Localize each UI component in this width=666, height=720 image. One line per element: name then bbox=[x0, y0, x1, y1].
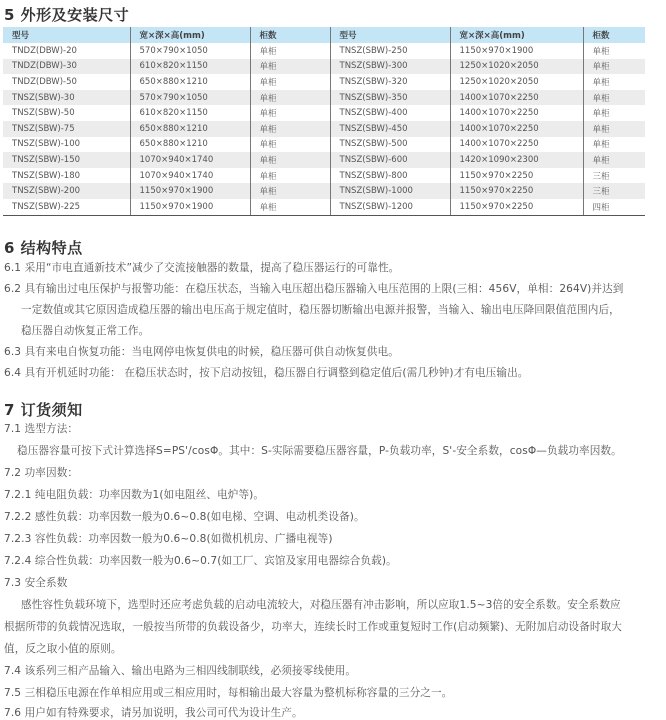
cell-cabinets-2: 单柜 bbox=[583, 90, 645, 106]
table-row bbox=[3, 137, 645, 153]
order-7-1-formula: 稳压器容量可按下式计算选择S=PS'/cosΦ。其中：S-实际需要稳压器容量，P-负载功率，S'-安全系数，cosΦ—负载功率因数。 bbox=[17, 445, 622, 457]
table-row bbox=[3, 90, 645, 106]
cell-dimensions-2: 1150×970×2250 bbox=[450, 168, 583, 184]
cell-model: TNSZ(SBW)-225 bbox=[3, 199, 130, 215]
cell-cabinets: 单柜 bbox=[250, 168, 330, 184]
order-7-2: 7.2 功率因数： bbox=[4, 467, 79, 479]
cell-cabinets: 单柜 bbox=[250, 152, 330, 168]
cell-model-2: TNSZ(SBW)-400 bbox=[330, 105, 450, 121]
order-7-2-4: 7.2.4 综合性负载：功率因数一般为0.6~0.7(如工厂、宾馆及家用电器综合负载)。 bbox=[4, 555, 397, 567]
cell-cabinets: 单柜 bbox=[250, 74, 330, 90]
col-header-cabinets-2: 柜数 bbox=[583, 27, 645, 43]
cell-dimensions: 650×880×1210 bbox=[130, 137, 250, 153]
table-row bbox=[3, 74, 645, 90]
dimensions-table bbox=[3, 27, 645, 216]
col-header-model: 型号 bbox=[3, 27, 130, 43]
cell-model: TNSZ(SBW)-200 bbox=[3, 183, 130, 199]
cell-dimensions: 610×820×1150 bbox=[130, 59, 250, 75]
cell-model: TNDZ(DBW)-50 bbox=[12, 76, 77, 87]
cell-dimensions: 1150×970×1900 bbox=[130, 183, 250, 199]
cell-model-2: TNSZ(SBW)-800 bbox=[330, 168, 450, 184]
cell-model-2: TNSZ(SBW)-300 bbox=[330, 59, 450, 75]
cell-dimensions: 1150×970×1900 bbox=[130, 199, 250, 215]
cell-model-2: TNSZ(SBW)-450 bbox=[330, 121, 450, 137]
cell-dimensions-2: 1400×1070×2250 bbox=[450, 90, 583, 106]
table-header-row bbox=[3, 27, 645, 43]
order-7-3-text-2: 根据所带的负载情况选取，一般按当所带的负载设备少，功率大，连续长时工作或重复短时工作(启动频繁)、无附加启动设备时取大 bbox=[4, 621, 623, 633]
cell-cabinets-2: 单柜 bbox=[583, 137, 645, 153]
cell-dimensions-2: 1150×970×2250 bbox=[450, 183, 583, 199]
cell-cabinets: 单柜 bbox=[250, 121, 330, 137]
cell-cabinets: 单柜 bbox=[250, 105, 330, 121]
table-row bbox=[3, 168, 645, 184]
cell-model: TNDZ(DBW)-20 bbox=[12, 45, 77, 56]
cell-dimensions: 650×880×1210 bbox=[130, 74, 250, 90]
order-7-4: 7.4 该系列三相产品输入、输出电路为三相四线制联线，必须接零线使用。 bbox=[4, 665, 357, 677]
cell-dimensions-2: 1400×1070×2250 bbox=[450, 137, 583, 153]
cell-model: TNSZ(SBW)-180 bbox=[12, 170, 81, 181]
cell-dimensions: 570×790×1050 bbox=[130, 90, 250, 106]
order-7-2-2: 7.2.2 感性负载：功率因数一般为0.6~0.8(如电梯、空调、电动机类设备)。 bbox=[4, 511, 365, 523]
feature-6-2-cont: 一定数值或其它原因造成稳压器的输出电压高于规定值时，稳压器切断输出电源并报警，当输入、输出电压降回限值范围内后， bbox=[21, 304, 620, 316]
table-row bbox=[3, 183, 645, 199]
section7-title: 7 订货须知 bbox=[4, 401, 83, 419]
cell-dimensions-2: 1400×1070×2250 bbox=[450, 121, 583, 137]
cell-dimensions-2: 1420×1090×2300 bbox=[450, 152, 583, 168]
feature-6-1: 6.1 采用“市电直通新技术”减少了交流接触器的数量，提高了稳压器运行的可靠性。 bbox=[4, 262, 400, 274]
section5-title: 5 外形及安装尺寸 bbox=[4, 6, 130, 24]
section6-title: 6 结构特点 bbox=[4, 239, 83, 257]
cell-dimensions-2: 1150×970×2250 bbox=[450, 199, 583, 215]
table-row bbox=[3, 59, 645, 75]
table-row bbox=[3, 152, 645, 168]
order-7-3: 7.3 安全系数 bbox=[4, 577, 68, 589]
order-7-3-text-3: 值，反之取小值的原则。 bbox=[4, 643, 122, 655]
cell-cabinets-2: 单柜 bbox=[583, 152, 645, 168]
order-7-6: 7.6 用户如有特殊要求，请另加说明，我公司可代为设计生产。 bbox=[4, 707, 303, 719]
feature-6-2: 6.2 具有输出过电压保护与报警功能：在稳压状态，当输入电压超出稳压器输入电压范围的上限(三相：456V，单相：264V)并达到 bbox=[4, 283, 624, 295]
cell-cabinets-2: 单柜 bbox=[583, 59, 645, 75]
col-header-model-2: 型号 bbox=[330, 27, 450, 43]
cell-cabinets: 单柜 bbox=[250, 199, 330, 215]
cell-dimensions: 1070×940×1740 bbox=[130, 168, 250, 184]
cell-cabinets-2: 单柜 bbox=[583, 121, 645, 137]
cell-model: TNSZ(SBW)-150 bbox=[3, 152, 130, 168]
cell-model: TNSZ(SBW)-30 bbox=[3, 90, 130, 106]
cell-model: TNSZ(SBW)-50 bbox=[12, 108, 75, 119]
cell-dimensions-2: 1250×1020×2050 bbox=[450, 74, 583, 90]
order-7-2-1: 7.2.1 纯电阻负载：功率因数为1(如电阻丝、电炉等)。 bbox=[4, 489, 265, 501]
cell-cabinets-2: 单柜 bbox=[583, 105, 645, 121]
cell-model-2: TNSZ(SBW)-250 bbox=[330, 43, 450, 59]
cell-model-2: TNSZ(SBW)-320 bbox=[330, 74, 450, 90]
cell-dimensions-2: 1400×1070×2250 bbox=[450, 105, 583, 121]
cell-dimensions: 650×880×1210 bbox=[130, 121, 250, 137]
cell-cabinets-2: 三柜 bbox=[583, 183, 645, 199]
cell-dimensions: 610×820×1150 bbox=[130, 105, 250, 121]
cell-cabinets-2: 单柜 bbox=[583, 74, 645, 90]
cell-model: TNSZ(SBW)-100 bbox=[12, 139, 81, 150]
cell-model: TNDZ(DBW)-30 bbox=[3, 59, 130, 75]
cell-model-2: TNSZ(SBW)-350 bbox=[330, 90, 450, 106]
table-row bbox=[3, 199, 645, 215]
order-7-2-3: 7.2.3 容性负载：功率因数一般为0.6~0.8(如微机机房、广播电视等) bbox=[4, 533, 333, 545]
table-row bbox=[3, 105, 645, 121]
cell-cabinets: 单柜 bbox=[250, 183, 330, 199]
cell-dimensions-2: 1250×1020×2050 bbox=[450, 59, 583, 75]
feature-6-3: 6.3 具有来电自恢复功能：当电网停电恢复供电的时候，稳压器可供自动恢复供电。 bbox=[4, 346, 399, 358]
cell-dimensions-2: 1150×970×1900 bbox=[450, 43, 583, 59]
feature-6-2-cont2: 稳压器自动恢复正常工作。 bbox=[21, 325, 150, 337]
cell-cabinets-2: 三柜 bbox=[583, 168, 645, 184]
cell-cabinets-2: 四柜 bbox=[583, 199, 645, 215]
col-header-cabinets: 柜数 bbox=[250, 27, 330, 43]
order-7-3-text: 感性容性负载环境下，选型时还应考虑负载的启动电流较大，对稳压器有冲击影响，所以应取1.5~3倍的安全系数。安全系数应 bbox=[21, 599, 621, 611]
cell-cabinets: 单柜 bbox=[250, 137, 330, 153]
cell-model: TNSZ(SBW)-75 bbox=[3, 121, 130, 137]
cell-cabinets: 单柜 bbox=[250, 43, 330, 59]
cell-dimensions: 570×790×1050 bbox=[130, 43, 250, 59]
col-header-dimensions-2: 宽×深×高(mm) bbox=[450, 27, 583, 43]
col-header-dimensions: 宽×深×高(mm) bbox=[130, 27, 250, 43]
cell-model-2: TNSZ(SBW)-1200 bbox=[330, 199, 450, 215]
cell-cabinets: 单柜 bbox=[250, 59, 330, 75]
order-7-1: 7.1 选型方法： bbox=[4, 423, 79, 435]
cell-model-2: TNSZ(SBW)-600 bbox=[330, 152, 450, 168]
cell-cabinets-2: 单柜 bbox=[583, 43, 645, 59]
table-row bbox=[3, 43, 645, 59]
cell-cabinets: 单柜 bbox=[250, 90, 330, 106]
table-row bbox=[3, 121, 645, 137]
cell-model-2: TNSZ(SBW)-500 bbox=[330, 137, 450, 153]
cell-model-2: TNSZ(SBW)-1000 bbox=[330, 183, 450, 199]
cell-dimensions: 1070×940×1740 bbox=[130, 152, 250, 168]
feature-6-4: 6.4 具有开机延时功能： 在稳压状态时，按下启动按钮，稳压器自行调整到稳定值后(需几秒钟)才有电压输出。 bbox=[4, 367, 529, 379]
order-7-5: 7.5 三相稳压电源在作单相应用或三相应用时，每相输出最大容量为整机标称容量的三分之一。 bbox=[4, 687, 453, 699]
